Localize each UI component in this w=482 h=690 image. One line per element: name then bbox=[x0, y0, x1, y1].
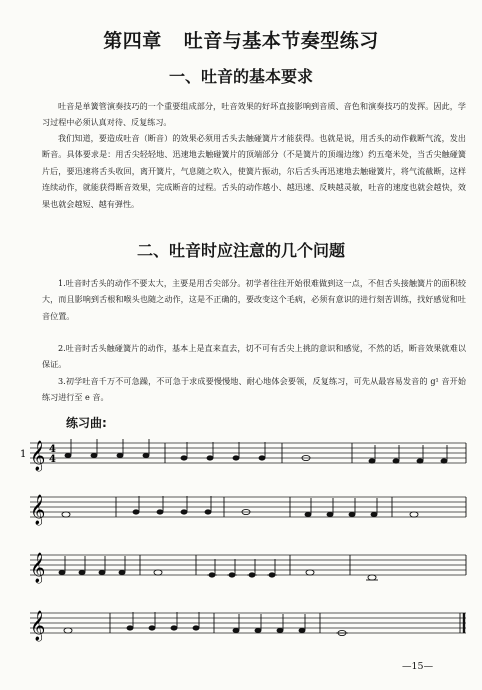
time-signature-bottom: 4 bbox=[49, 454, 56, 465]
section2-paragraph-2: 2.吐音时舌头触碰簧片的动作，基本上是直来直去，切不可有舌尖上挑的意识和感觉，不然的话，断音效果就难以保证。 bbox=[42, 343, 466, 370]
section1-heading: 一、吐音的基本要求 bbox=[168, 67, 313, 86]
exercise-label: 练习曲: bbox=[66, 416, 107, 430]
section2-heading: 二、吐音时应注意的几个问题 bbox=[136, 241, 345, 260]
treble-clef-icon: 𝄞 bbox=[30, 553, 46, 583]
chapter-title-text: 吐音与基本节奏型练习 bbox=[183, 30, 379, 52]
section2-paragraph-3: 3.初学吐音千万不可急躁，不可急于求成要慢慢地、耐心地体会要领，反复练习，可先从最容易发音的 g¹ 音开始练习进行至 e 音。 bbox=[42, 376, 466, 403]
staff-2-notes bbox=[62, 496, 466, 517]
exercise-number: 1 bbox=[20, 449, 27, 460]
section2-paragraph-1: 1.吐音时舌头的动作不要太大，主要是用舌尖部分。初学者往往开始很难做到这一点，不但舌头接触簧片的面积较大，而且影响到舌根和喉头也随之动作，这是不正确的，要改变这个毛病，必须有意识的进行刻苦训练，找好感觉和吐音位置。 bbox=[42, 278, 466, 321]
staff-3 bbox=[30, 555, 466, 575]
section1-paragraph-2: 我们知道，要造成吐音（断音）的效果必须用舌头去触碰簧片才能获得。也就是说，用舌头的动作截断气流，发出断音。具体要求是：用舌尖轻轻地、迅速地去触碰簧片的顶端部分（不是簧片的顶端边缘）约五毫米处，当舌尖触碰簧片后，要迅速将舌头收回，离开簧片，气息随之吹入，使簧片振动，尔后舌头再迅速地去触碰簧片，将气流截断，这样连续动作，就能获得断音效果，完成断音的过程。舌头的动作越小、越迅速、反映越灵敏，吐音的速度也就会越快，效果也就会越短、越有弹性。 bbox=[42, 133, 466, 209]
section1-paragraph-1: 吐音是单簧管演奏技巧的一个重要组成部分，吐音效果的好坏直接影响到音质、音色和演奏技巧的发挥。因此，学习过程中必须认真对待、反复练习。 bbox=[42, 101, 466, 128]
treble-clef-icon: 𝄞 bbox=[30, 495, 46, 525]
chapter-number: 第四章 bbox=[103, 30, 162, 52]
staff-3-notes bbox=[59, 555, 466, 580]
time-signature-top: 4 bbox=[49, 444, 56, 455]
treble-clef-icon: 𝄞 bbox=[30, 611, 46, 641]
staff-4 bbox=[30, 613, 466, 633]
page-number: —15— bbox=[402, 661, 434, 672]
staff-4-notes bbox=[64, 612, 464, 636]
chapter-title bbox=[0, 26, 482, 53]
treble-clef-icon: 𝄞 bbox=[30, 441, 46, 471]
music-score bbox=[0, 425, 482, 665]
